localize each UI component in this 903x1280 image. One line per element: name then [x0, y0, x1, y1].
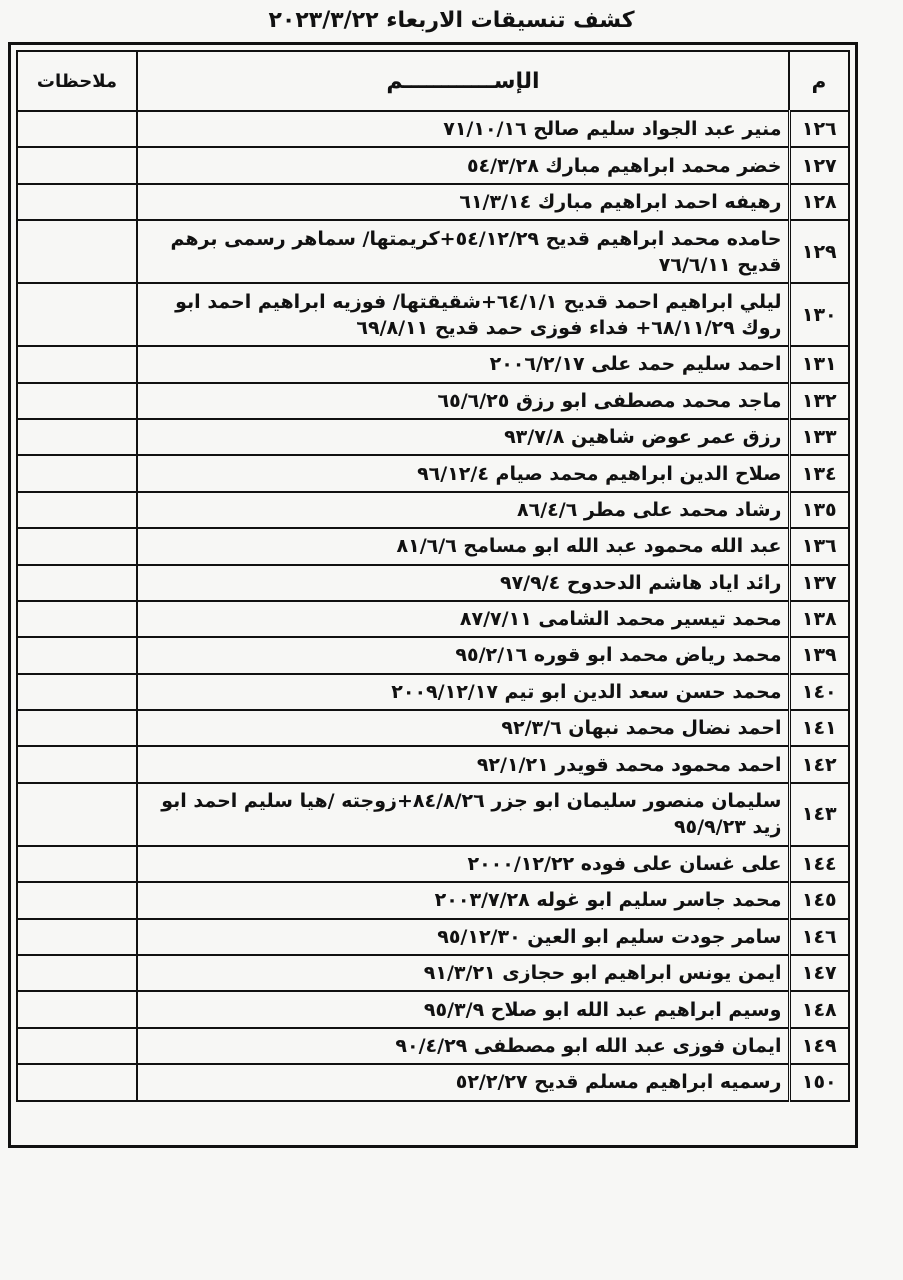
row-notes — [17, 1028, 137, 1064]
row-notes — [17, 184, 137, 220]
row-notes — [17, 383, 137, 419]
table-row — [17, 111, 849, 147]
table-row — [17, 674, 849, 710]
header-number: م — [789, 51, 849, 111]
row-name: على غسان على فوده ٢٠٠٠/١٢/٢٢ — [137, 846, 789, 882]
row-number: ١٤٠ — [789, 674, 849, 710]
row-name: حامده محمد ابراهيم قديح ٥٤/١٢/٢٩+كريمتها/ سماهر رسمى برهم قديح ٧٦/٦/١١ — [137, 220, 789, 283]
row-number: ١٤١ — [789, 710, 849, 746]
row-name: ليلي ابراهيم احمد قديح ٦٤/١/١+شقيقتها/ فوزيه ابراهيم احمد ابو روك ٦٨/١١/٢٩+ فداء فوزى حمد قديح ٦٩/٨/١١ — [137, 283, 789, 346]
row-name: ايمن يونس ابراهيم ابو حجازى ٩١/٣/٢١ — [137, 955, 789, 991]
row-notes — [17, 919, 137, 955]
row-name: صلاح الدين ابراهيم محمد صيام ٩٦/١٢/٤ — [137, 455, 789, 491]
row-notes — [17, 746, 137, 782]
row-notes — [17, 601, 137, 637]
row-notes — [17, 220, 137, 283]
row-number: ١٣٢ — [789, 383, 849, 419]
row-name: ماجد محمد مصطفى ابو رزق ٦٥/٦/٢٥ — [137, 383, 789, 419]
row-number: ١٤٣ — [789, 783, 849, 846]
row-number: ١٣١ — [789, 346, 849, 382]
table-row — [17, 346, 849, 382]
row-name: رزق عمر عوض شاهين ٩٣/٧/٨ — [137, 419, 789, 455]
row-notes — [17, 565, 137, 601]
table-row — [17, 455, 849, 491]
row-notes — [17, 1064, 137, 1100]
names-table — [16, 50, 850, 1102]
table-header-row — [17, 51, 849, 111]
row-name: خضر محمد ابراهيم مبارك ٥٤/٣/٢٨ — [137, 147, 789, 183]
row-number: ١٣٥ — [789, 492, 849, 528]
row-notes — [17, 955, 137, 991]
table-row — [17, 528, 849, 564]
row-name: رائد اياد هاشم الدحدوح ٩٧/٩/٤ — [137, 565, 789, 601]
table-row — [17, 419, 849, 455]
row-notes — [17, 528, 137, 564]
row-name: سامر جودت سليم ابو العين ٩٥/١٢/٣٠ — [137, 919, 789, 955]
table-row — [17, 283, 849, 346]
row-number: ١٤٢ — [789, 746, 849, 782]
row-number: ١٢٨ — [789, 184, 849, 220]
row-number: ١٢٧ — [789, 147, 849, 183]
table-row — [17, 919, 849, 955]
row-notes — [17, 147, 137, 183]
row-name: وسيم ابراهيم عبد الله ابو صلاح ٩٥/٣/٩ — [137, 991, 789, 1027]
row-number: ١٤٦ — [789, 919, 849, 955]
table-row — [17, 147, 849, 183]
row-notes — [17, 710, 137, 746]
row-number: ١٤٩ — [789, 1028, 849, 1064]
row-notes — [17, 455, 137, 491]
row-notes — [17, 674, 137, 710]
row-notes — [17, 346, 137, 382]
row-number: ١٣٧ — [789, 565, 849, 601]
row-name: رهيفه احمد ابراهيم مبارك ٦١/٣/١٤ — [137, 184, 789, 220]
row-notes — [17, 637, 137, 673]
row-number: ١٤٧ — [789, 955, 849, 991]
header-name: الإســــــــــــم — [137, 51, 789, 111]
row-number: ١٥٠ — [789, 1064, 849, 1100]
row-number: ١٣٤ — [789, 455, 849, 491]
table-row — [17, 383, 849, 419]
row-name: احمد نضال محمد نبهان ٩٢/٣/٦ — [137, 710, 789, 746]
row-name: رشاد محمد على مطر ٨٦/٤/٦ — [137, 492, 789, 528]
row-name: محمد حسن سعد الدين ابو تيم ٢٠٠٩/١٢/١٧ — [137, 674, 789, 710]
table-row — [17, 492, 849, 528]
row-name: ايمان فوزى عبد الله ابو مصطفى ٩٠/٤/٢٩ — [137, 1028, 789, 1064]
row-name: منير عبد الجواد سليم صالح ٧١/١٠/١٦ — [137, 111, 789, 147]
row-number: ١٤٤ — [789, 846, 849, 882]
row-number: ١٢٩ — [789, 220, 849, 283]
row-name: محمد تيسير محمد الشامى ٨٧/٧/١١ — [137, 601, 789, 637]
table-row — [17, 220, 849, 283]
names-sheet — [8, 42, 858, 1148]
row-notes — [17, 991, 137, 1027]
row-notes — [17, 111, 137, 147]
row-number: ١٣٠ — [789, 283, 849, 346]
row-name: رسميه ابراهيم مسلم قديح ٥٢/٢/٢٧ — [137, 1064, 789, 1100]
row-number: ١٣٨ — [789, 601, 849, 637]
row-notes — [17, 419, 137, 455]
table-row — [17, 637, 849, 673]
table-row — [17, 955, 849, 991]
row-notes — [17, 882, 137, 918]
table-row — [17, 783, 849, 846]
row-name: عبد الله محمود عبد الله ابو مسامح ٨١/٦/٦ — [137, 528, 789, 564]
row-number: ١٣٣ — [789, 419, 849, 455]
row-name: سليمان منصور سليمان ابو جزر ٨٤/٨/٢٦+زوجته /هيا سليم احمد ابو زيد ٩٥/٩/٢٣ — [137, 783, 789, 846]
row-number: ١٣٩ — [789, 637, 849, 673]
row-number: ١٢٦ — [789, 111, 849, 147]
row-notes — [17, 492, 137, 528]
table-row — [17, 601, 849, 637]
header-notes: ملاحظات — [17, 51, 137, 111]
table-row — [17, 184, 849, 220]
row-notes — [17, 846, 137, 882]
table-row — [17, 846, 849, 882]
table-row — [17, 746, 849, 782]
row-number: ١٤٨ — [789, 991, 849, 1027]
row-name: احمد سليم حمد على ٢٠٠٦/٢/١٧ — [137, 346, 789, 382]
row-name: احمد محمود محمد قويدر ٩٢/١/٢١ — [137, 746, 789, 782]
row-notes — [17, 283, 137, 346]
table-row — [17, 1064, 849, 1100]
row-number: ١٤٥ — [789, 882, 849, 918]
table-row — [17, 710, 849, 746]
row-notes — [17, 783, 137, 846]
table-row — [17, 1028, 849, 1064]
row-name: محمد رياض محمد ابو قوره ٩٥/٢/١٦ — [137, 637, 789, 673]
table-row — [17, 991, 849, 1027]
page-title: كشف تنسيقات الاربعاء ٢٠٢٣/٣/٢٢ — [268, 8, 635, 33]
table-row — [17, 565, 849, 601]
row-name: محمد جاسر سليم ابو غوله ٢٠٠٣/٧/٢٨ — [137, 882, 789, 918]
row-number: ١٣٦ — [789, 528, 849, 564]
table-row — [17, 882, 849, 918]
